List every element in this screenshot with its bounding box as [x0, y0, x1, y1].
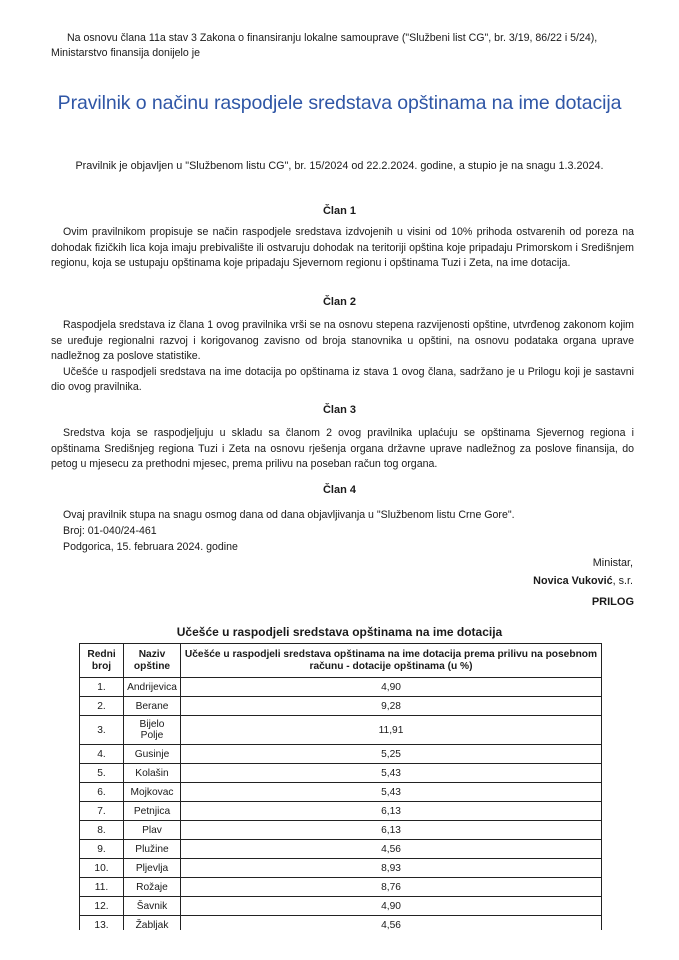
header-naziv-opstine: Naziv opštine	[124, 644, 181, 678]
table-row	[80, 840, 602, 859]
municipality-name: Kolašin	[124, 764, 181, 783]
row-number: 4.	[80, 745, 124, 764]
clan-2-heading: Član 2	[322, 296, 356, 308]
row-number: 1.	[80, 678, 124, 697]
clan-4-paragraph: Ovaj pravilnik stupa na snagu osmog dana od dana objavljivanja u "Službenom listu Crne Gore".	[63, 509, 515, 521]
annex-table-body	[80, 678, 602, 935]
signature-name-line	[533, 572, 633, 590]
annex-header-row	[80, 644, 602, 678]
intro-line-1: Na osnovu člana 11a stav 3 Zakona o finansiranju lokalne samouprave ("Službeni list CG", br. 3/19, 86/22 i 5/24),	[67, 32, 598, 44]
table-row	[80, 821, 602, 840]
share-percent: 6,13	[181, 821, 602, 840]
header-ucesce: Učešće u raspodjeli sredstava opštinama na ime dotacija prema prilivu na posebnom računu - dotacije opštinama (u %)	[181, 644, 602, 678]
clan-1-heading: Član 1	[322, 205, 356, 217]
table-row	[80, 897, 602, 916]
clan-2-paragraph-1: Raspodjela sredstava iz člana 1 ovog pravilnika vrši se na osnovu stepena razvijenosti opštine, utvrđenog zakonom kojim se uređuje regionalni razvoj i korigovanog zavisno od broja stanovnika u opštini, na osnovu podataka organa uprave nadležnog za poslove statistike.	[51, 319, 634, 362]
share-percent: 8,76	[181, 878, 602, 897]
share-percent: 5,25	[181, 745, 602, 764]
municipality-name: Plužine	[124, 840, 181, 859]
municipality-name: Andrijevica	[124, 678, 181, 697]
table-row	[80, 859, 602, 878]
row-number: 10.	[80, 859, 124, 878]
annex-title: Učešće u raspodjeli sredstava opštinama na ime dotacija	[176, 625, 503, 639]
document-number: Broj: 01-040/24-461	[63, 525, 157, 537]
row-number: 2.	[80, 697, 124, 716]
municipality-name: Rožaje	[124, 878, 181, 897]
share-percent: 4,90	[181, 897, 602, 916]
municipality-name: Mojkovac	[124, 783, 181, 802]
table-row	[80, 802, 602, 821]
clan-4-text	[51, 507, 634, 555]
table-row	[80, 745, 602, 764]
intro-paragraph	[51, 31, 634, 61]
clan-3-text	[51, 426, 634, 473]
share-percent: 11,91	[181, 716, 602, 745]
municipality-name: Berane	[124, 697, 181, 716]
clan-1-paragraph: Ovim pravilnikom propisuje se način raspodjele sredstava izdvojenih u visini od 10% prihoda ostvarenih od poreza na dohodak fizičkih lica koja imaju prebivalište ili ostvaruju dohodak na teritoriji opština koje pripadaju Primorskom i Središnjem regionu, koja se ustupaju opštinama koje pripadaju Sjevernom regionu i opštinama Tuzi i Zeta, na ime dotacija.	[51, 226, 634, 269]
share-percent: 5,43	[181, 764, 602, 783]
row-number: 11.	[80, 878, 124, 897]
publication-note: Pravilnik je objavljen u "Službenom listu CG", br. 15/2024 od 22.2.2024. godine, a stupio je na snagu 1.3.2024.	[75, 160, 604, 172]
share-percent: 6,13	[181, 802, 602, 821]
municipality-name: Šavnik	[124, 897, 181, 916]
row-number: 6.	[80, 783, 124, 802]
municipality-name: Gusinje	[124, 745, 181, 764]
signature-block	[533, 554, 633, 590]
clan-3-paragraph: Sredstva koja se raspodjeljuju u skladu sa članom 2 ovog pravilnika uplaćuju se opštinama Sjevernog regiona i opštinama Središnjeg regiona Tuzi i Zeta na osnovu rješenja organa državne uprave nadležnog za poslove finansija, do petog u mjesecu za prethodni mjesec, prema prilivu na poseban račun tog organa.	[51, 427, 634, 470]
share-percent: 5,43	[181, 783, 602, 802]
share-percent: 9,28	[181, 697, 602, 716]
share-percent: 8,93	[181, 859, 602, 878]
signature-role: Ministar,	[592, 557, 633, 569]
row-number: 5.	[80, 764, 124, 783]
row-number: 3.	[80, 716, 124, 745]
signature-name: Novica Vuković	[533, 575, 613, 587]
document-title: Pravilnik o načinu raspodjele sredstava opštinama na ime dotacija	[57, 92, 622, 114]
table-row	[80, 678, 602, 697]
row-number: 12.	[80, 897, 124, 916]
place-and-date: Podgorica, 15. februara 2024. godine	[63, 541, 238, 553]
table-row	[80, 783, 602, 802]
header-redni-broj: Redni broj	[80, 644, 124, 678]
municipality-name: Bijelo Polje	[124, 716, 181, 745]
municipality-name: Plav	[124, 821, 181, 840]
row-number: 7.	[80, 802, 124, 821]
share-percent: 4,56	[181, 916, 602, 935]
annex-label: PRILOG	[591, 596, 634, 608]
intro-line-2: Ministarstvo finansija donijelo je	[51, 47, 200, 59]
page-bottom-cutoff	[0, 930, 679, 960]
share-percent: 4,56	[181, 840, 602, 859]
clan-4-heading: Član 4	[322, 484, 356, 496]
municipality-name: Petnjica	[124, 802, 181, 821]
table-row	[80, 697, 602, 716]
clan-2-text	[51, 318, 634, 396]
municipality-name: Žabljak	[124, 916, 181, 935]
table-row	[80, 716, 602, 745]
clan-2-paragraph-2: Učešće u raspodjeli sredstava na ime dotacija po opštinama iz stava 1 ovog člana, sadržano je u Prilogu koji je sastavni dio ovog pravilnika.	[51, 365, 634, 393]
clan-1-text	[51, 225, 634, 272]
row-number: 8.	[80, 821, 124, 840]
row-number: 13.	[80, 916, 124, 935]
row-number: 9.	[80, 840, 124, 859]
clan-3-heading: Član 3	[322, 404, 356, 416]
share-percent: 4,90	[181, 678, 602, 697]
table-row	[80, 878, 602, 897]
municipality-name: Pljevlja	[124, 859, 181, 878]
annex-table	[79, 643, 602, 935]
signature-suffix: , s.r.	[612, 575, 633, 587]
table-row	[80, 764, 602, 783]
